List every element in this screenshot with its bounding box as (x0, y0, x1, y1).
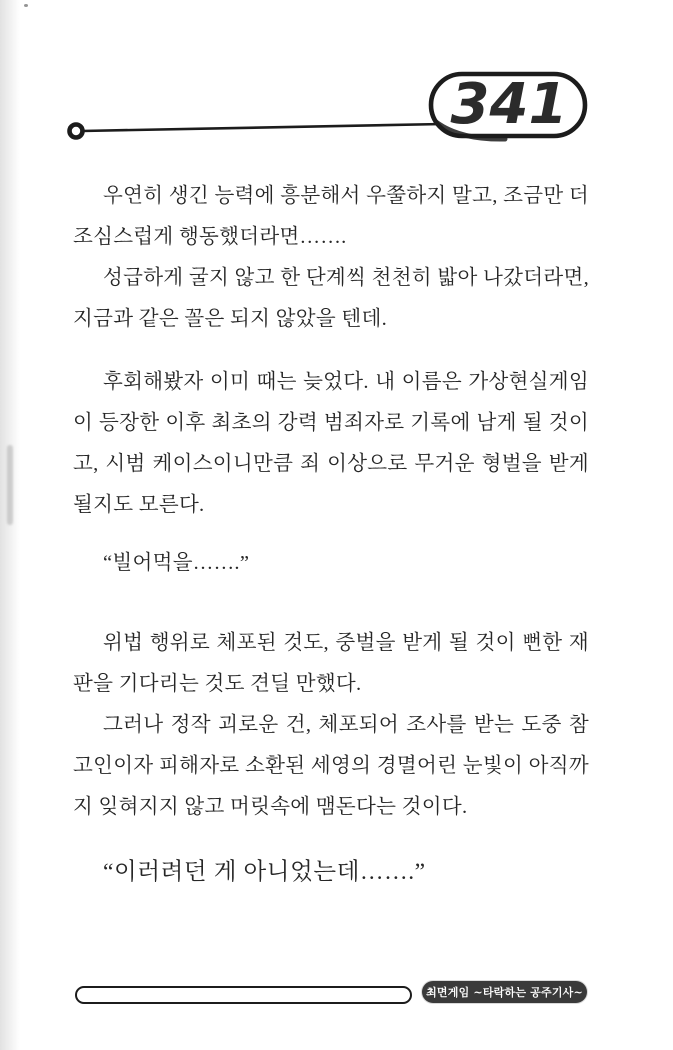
paragraph: 우연히 생긴 능력에 흥분해서 우쭐하지 말고, 조금만 더 조심스럽게 행동했더라면……. (73, 185, 589, 248)
header-ring-icon (70, 125, 83, 138)
dialog-line-emphasis: “이러려던 게 아니었는데…….” (103, 859, 426, 885)
dialog-line: “빌어먹을…….” (103, 552, 250, 574)
page-header-ornament (0, 0, 673, 165)
paragraph: 위법 행위로 체포된 것도, 중벌을 받게 될 것이 뻔한 재판을 기다리는 것도 견딜 만했다. (73, 632, 589, 695)
paragraph: 후회해봤자 이미 때는 늦었다. 내 이름은 가상현실게임이 등장한 이후 최초의 강력 범죄자로 기록에 남게 될 것이고, 시범 케이스이니만큼 죄 이상으로 무거운 형벌을 받게 될지도 모른다. (73, 371, 589, 516)
footer-series-badge (422, 981, 587, 1003)
header-rule-line (82, 124, 443, 131)
footer-chapter-box (75, 986, 412, 1004)
page-number: 341 (450, 72, 568, 137)
scan-smudge (7, 445, 13, 525)
footer-series-title: 최면게임 ~타락하는 공주기사~ (426, 986, 583, 999)
paragraph: 그러나 정작 괴로운 건, 체포되어 조사를 받는 도중 참고인이자 피해자로 소환된 세영의 경멸어린 눈빛이 아직까지 잊혀지지 않고 머릿속에 맴돈다는 것이다. (73, 714, 589, 818)
paragraph: 성급하게 굴지 않고 한 단계씩 천천히 밟아 나갔더라면, 지금과 같은 꼴은 되지 않았을 텐데. (73, 267, 589, 330)
page-text (73, 176, 589, 893)
